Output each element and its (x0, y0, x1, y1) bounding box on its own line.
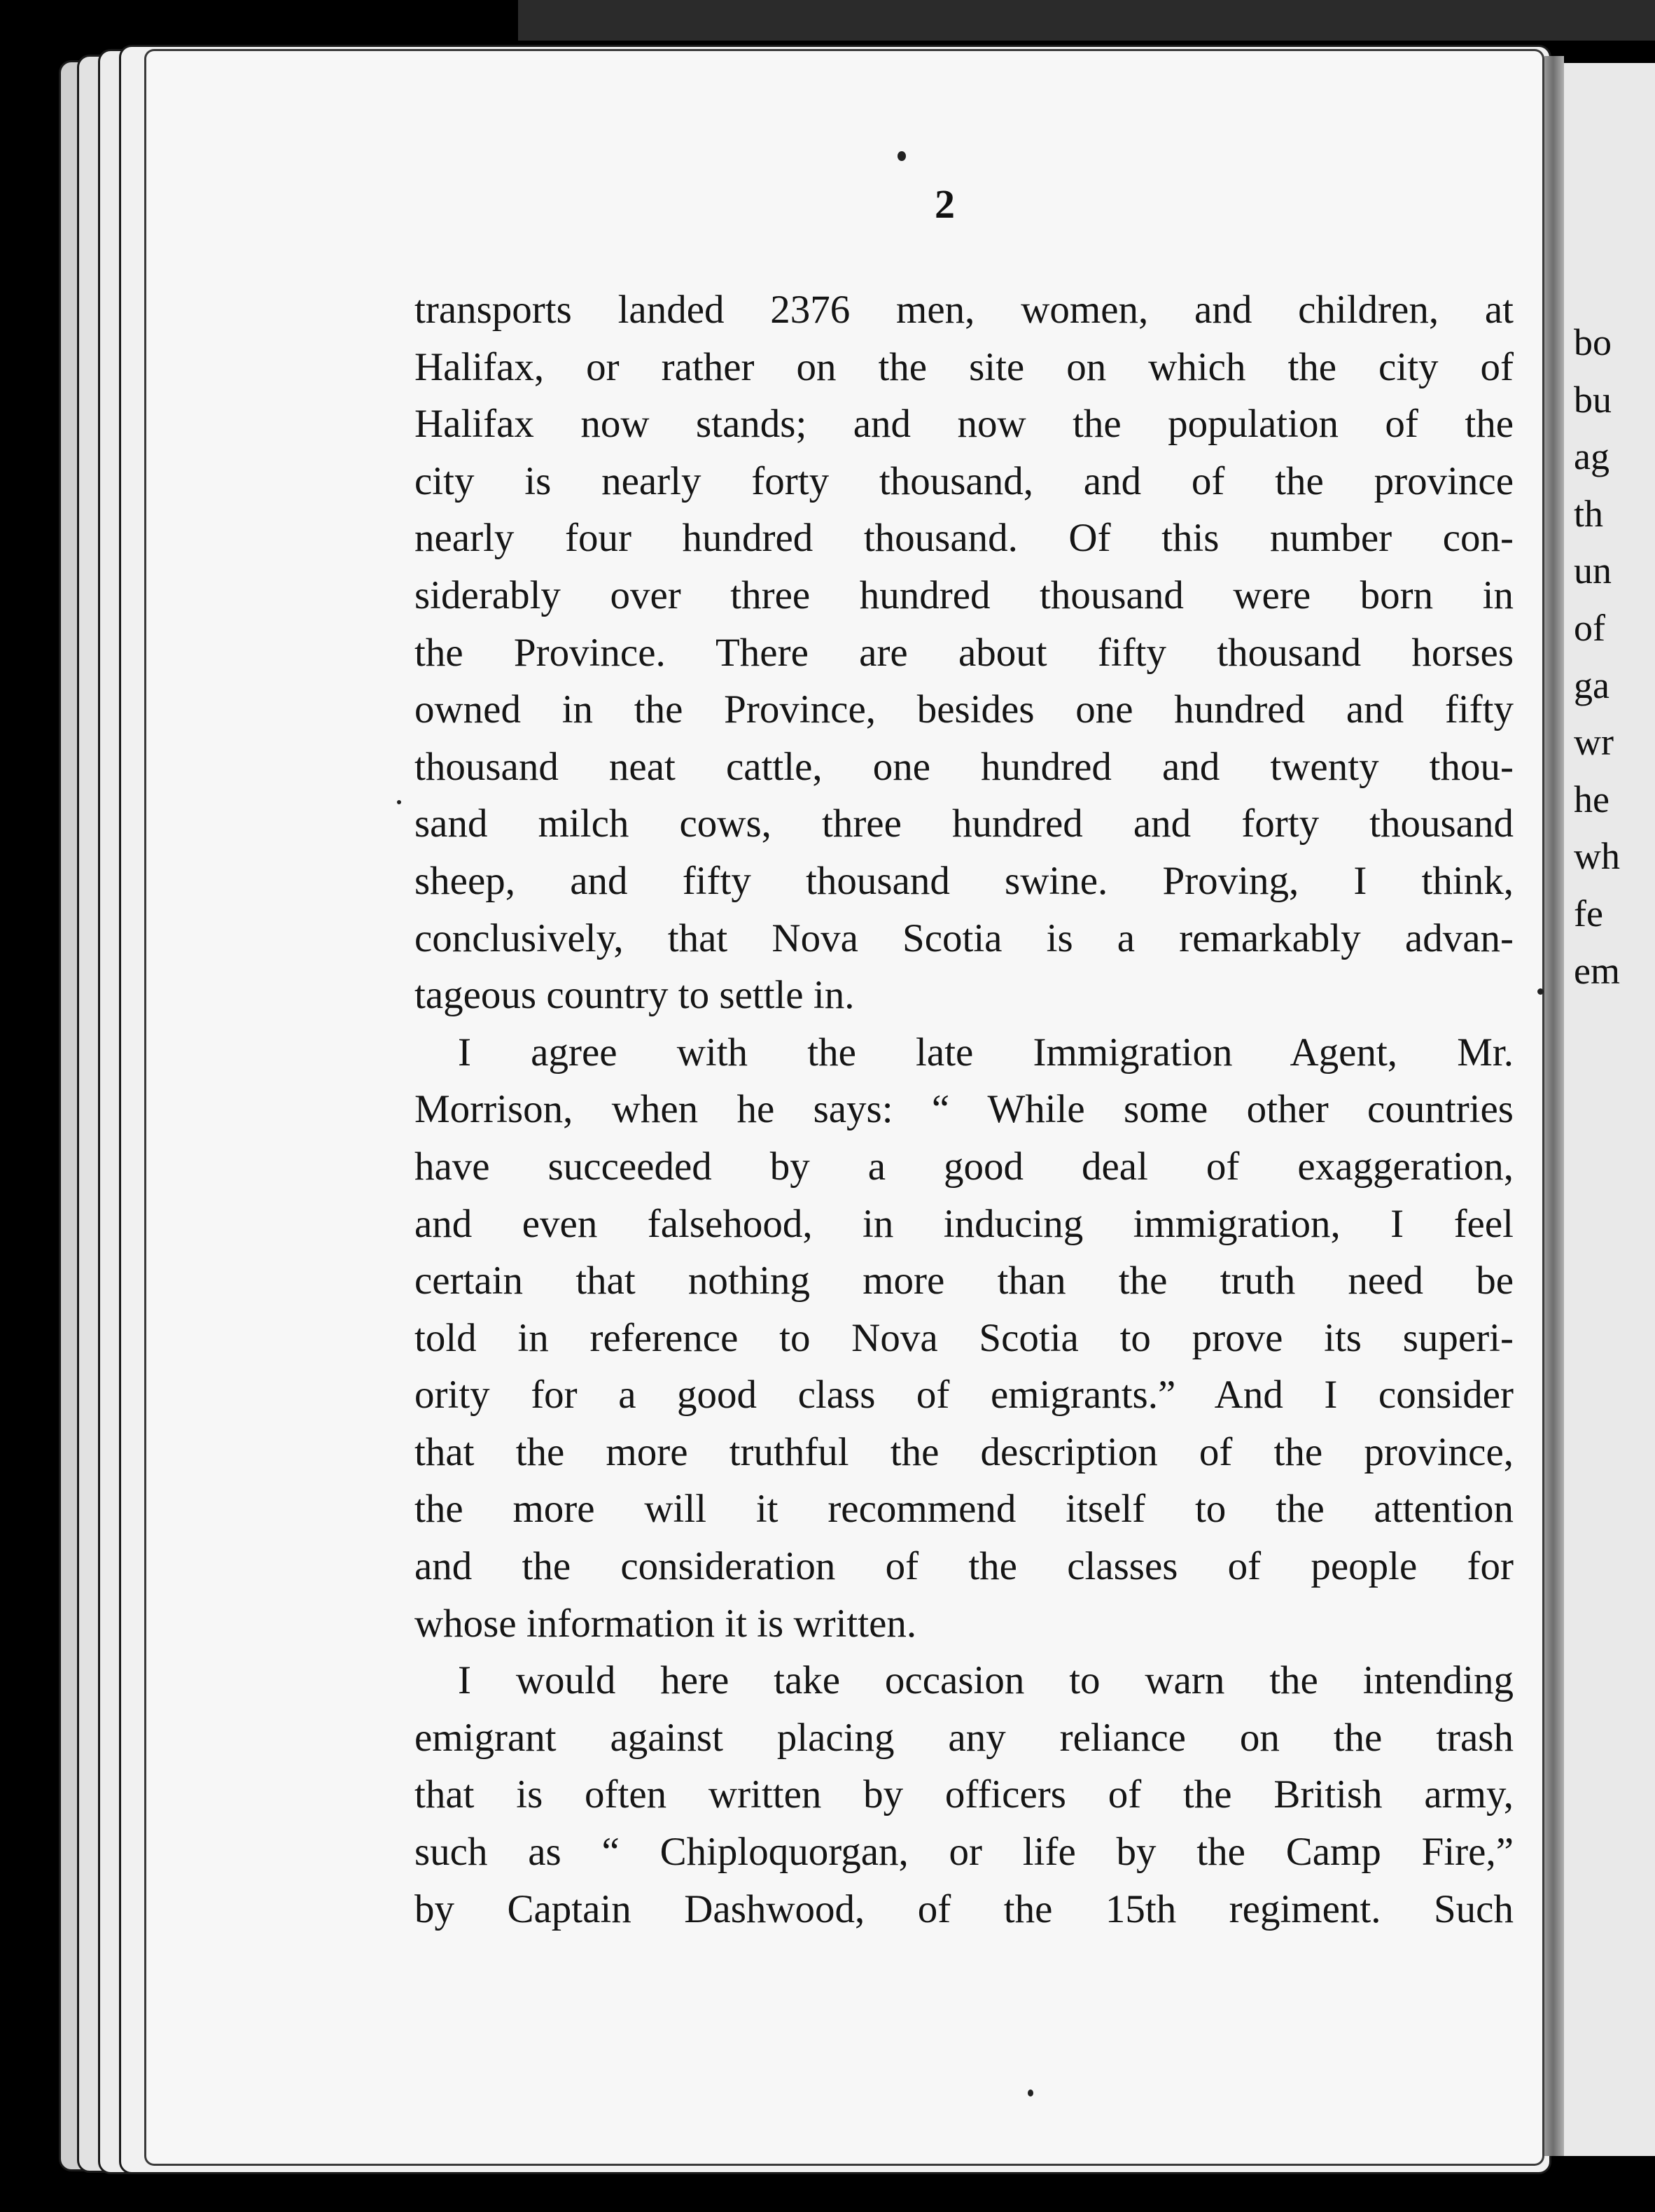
text-line: emigrant against placing any reliance on the trash (414, 1715, 1514, 1760)
page-number: 2 (935, 181, 955, 227)
facing-page-fragment: of (1574, 607, 1605, 649)
facing-page-fragment: em (1574, 949, 1620, 992)
text-line: Morrison, when he says: “ While some other countries (414, 1087, 1514, 1132)
text-line: city is nearly forty thousand, and of the province (414, 458, 1514, 503)
text-line: the more will it recommend itself to the attention (414, 1487, 1514, 1532)
text-line: conclusively, that Nova Scotia is a remarkably advan- (414, 916, 1514, 960)
text-line: tageous country to settle in. (414, 973, 855, 1018)
text-line: the Province. There are about fifty thousand horses (414, 630, 1514, 675)
text-line: ority for a good class of emigrants.” And I consider (414, 1373, 1514, 1418)
scanner-frame-strip (518, 0, 1655, 41)
book-gutter (1544, 56, 1564, 2156)
text-line: thousand neat cattle, one hundred and twenty thou- (414, 744, 1514, 789)
ink-speck (1537, 988, 1544, 995)
text-line: by Captain Dashwood, of the 15th regiment. Such (414, 1886, 1514, 1931)
body-text (414, 281, 1514, 1938)
text-line: nearly four hundred thousand. Of this number con- (414, 516, 1514, 561)
text-line: that the more truthful the description of the province, (414, 1429, 1514, 1474)
text-line: Halifax now stands; and now the population of the (414, 402, 1514, 447)
text-line: I agree with the late Immigration Agent, Mr. (458, 1030, 1514, 1074)
text-line: transports landed 2376 men, women, and children, at (414, 288, 1514, 332)
facing-page-fragment: he (1574, 778, 1609, 820)
text-line: owned in the Province, besides one hundred and fifty (414, 687, 1514, 732)
facing-page-fragment: ag (1574, 435, 1609, 478)
text-line: I would here take occasion to warn the intending (458, 1658, 1514, 1703)
text-line: siderably over three hundred thousand were born in (414, 573, 1514, 617)
facing-page-fragment: wh (1574, 835, 1620, 878)
facing-page-fragment: bo (1574, 321, 1612, 363)
facing-page-fragment: bu (1574, 378, 1612, 421)
facing-page-fragment: fe (1574, 892, 1603, 934)
text-line: have succeeded by a good deal of exaggeration, (414, 1144, 1514, 1189)
facing-page-fragment: ga (1574, 664, 1609, 706)
ink-speck (397, 800, 401, 804)
text-line: whose information it is written. (414, 1601, 917, 1646)
facing-page-fragment: th (1574, 492, 1604, 535)
facing-page-edge (1564, 63, 1655, 2156)
text-line: sheep, and fifty thousand swine. Proving, I think, (414, 858, 1514, 903)
text-line: such as “ Chiploquorgan, or life by the Camp Fire,” (414, 1830, 1514, 1875)
text-line: sand milch cows, three hundred and forty thousand (414, 802, 1514, 846)
ink-speck (1028, 2090, 1033, 2096)
text-line: certain that nothing more than the truth need be (414, 1259, 1514, 1303)
text-line: and even falsehood, in inducing immigration, I feel (414, 1201, 1514, 1246)
text-line: that is often written by officers of the British army, (414, 1772, 1514, 1817)
facing-page-fragment: wr (1574, 721, 1614, 764)
facing-page-fragment: un (1574, 550, 1612, 592)
text-line: and the consideration of the classes of people for (414, 1544, 1514, 1589)
ink-speck (898, 151, 906, 161)
text-line: Halifax, or rather on the site on which the city of (414, 344, 1514, 389)
text-line: told in reference to Nova Scotia to prove its superi- (414, 1315, 1514, 1360)
